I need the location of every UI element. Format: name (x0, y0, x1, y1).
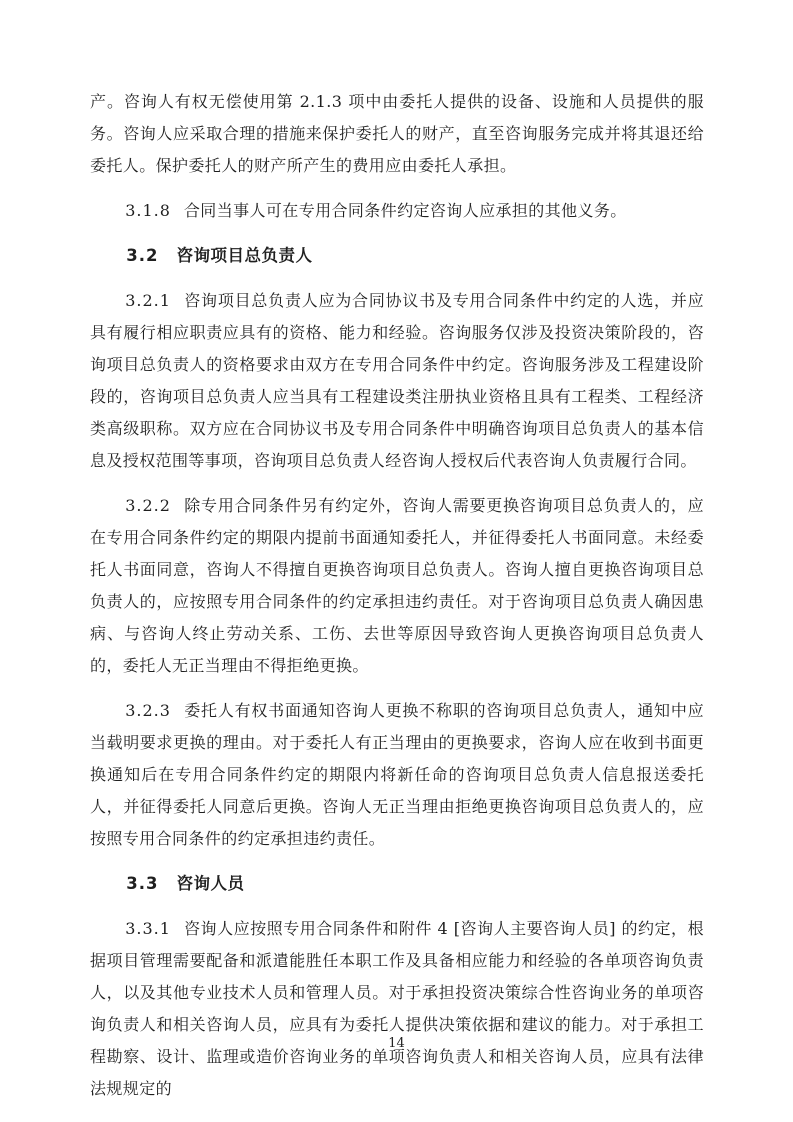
clause-number: 3.1.8 (125, 201, 171, 220)
section-number: 3.2 (126, 246, 159, 265)
clause-3-3-1 (90, 913, 704, 1105)
clause-number: 3.2.2 (125, 496, 171, 515)
clause-3-2-2 (90, 490, 704, 682)
clause-number: 3.3.1 (125, 919, 171, 938)
clause-number: 3.2.3 (125, 701, 171, 720)
clause-text: 咨询人应按照专用合同条件和附件 4 [咨询人主要咨询人员] 的约定，根据项目管理需要配备和派遣能胜任本职工作及具备相应能力和经验的各单项咨询负责人，以及其他专业技术人员和管理人员。对于承担投资决策综合性咨询业务的单项咨询负责人和相关咨询人员，应具有为委托人提供决策依据和建议的能力。对于承担工程勘察、设计、监理或造价咨询业务的单项咨询负责人和相关咨询人员，应具有法律法规规定的 (90, 919, 704, 1098)
page-number: 14 (388, 1036, 405, 1051)
clause-text: 咨询项目总负责人应为合同协议书及专用合同条件中约定的人选，并应具有履行相应职责应具有的资格、能力和经验。咨询服务仅涉及投资决策阶段的，咨询项目总负责人的资格要求由双方在专用合同条件中约定。咨询服务涉及工程建设阶段的，咨询项目总负责人应当具有工程建设类注册执业资格且具有工程类、工程经济类高级职称。双方应在合同协议书及专用合同条件中明确咨询项目总负责人的基本信息及授权范围等事项，咨询项目总负责人经咨询人授权后代表咨询人负责履行合同。 (90, 291, 704, 470)
section-heading-3-3 (90, 868, 704, 900)
clause-3-1-8 (90, 195, 704, 227)
continuation-paragraph: 产。咨询人有权无偿使用第 2.1.3 项中由委托人提供的设备、设施和人员提供的服务。咨询人应采取合理的措施来保护委托人的财产，直至咨询服务完成并将其退还给委托人。保护委托人的财产所产生的费用应由委托人承担。 (90, 92, 704, 175)
section-title: 咨询项目总负责人 (176, 246, 313, 265)
clause-text: 合同当事人可在专用合同条件约定咨询人应承担的其他义务。 (183, 201, 627, 220)
clause-text: 委托人有权书面通知咨询人更换不称职的咨询项目总负责人，通知中应当载明要求更换的理由。对于委托人有正当理由的更换要求，咨询人应在收到书面更换通知后在专用合同条件约定的期限内将新任命的咨询项目总负责人信息报送委托人，并征得委托人同意后更换。咨询人无正当理由拒绝更换咨询项目总负责人的，应按照专用合同条件的约定承担违约责任。 (90, 701, 704, 848)
section-title: 咨询人员 (176, 874, 245, 893)
clause-3-2-3 (90, 695, 704, 855)
document-body (90, 86, 704, 1118)
clause-number: 3.2.1 (125, 291, 171, 310)
section-heading-3-2 (90, 240, 704, 272)
section-number: 3.3 (126, 874, 159, 893)
clause-text: 除专用合同条件另有约定外，咨询人需要更换咨询项目总负责人的，应在专用合同条件约定的期限内提前书面通知委托人，并征得委托人书面同意。未经委托人书面同意，咨询人不得擅自更换咨询项目总负责人。咨询人擅自更换咨询项目总负责人的，应按照专用合同条件的约定承担违约责任。对于咨询项目总负责人确因患病、与咨询人终止劳动关系、工伤、去世等原因导致咨询人更换咨询项目总负责人的，委托人无正当理由不得拒绝更换。 (90, 496, 704, 675)
clause-3-2-1 (90, 285, 704, 477)
